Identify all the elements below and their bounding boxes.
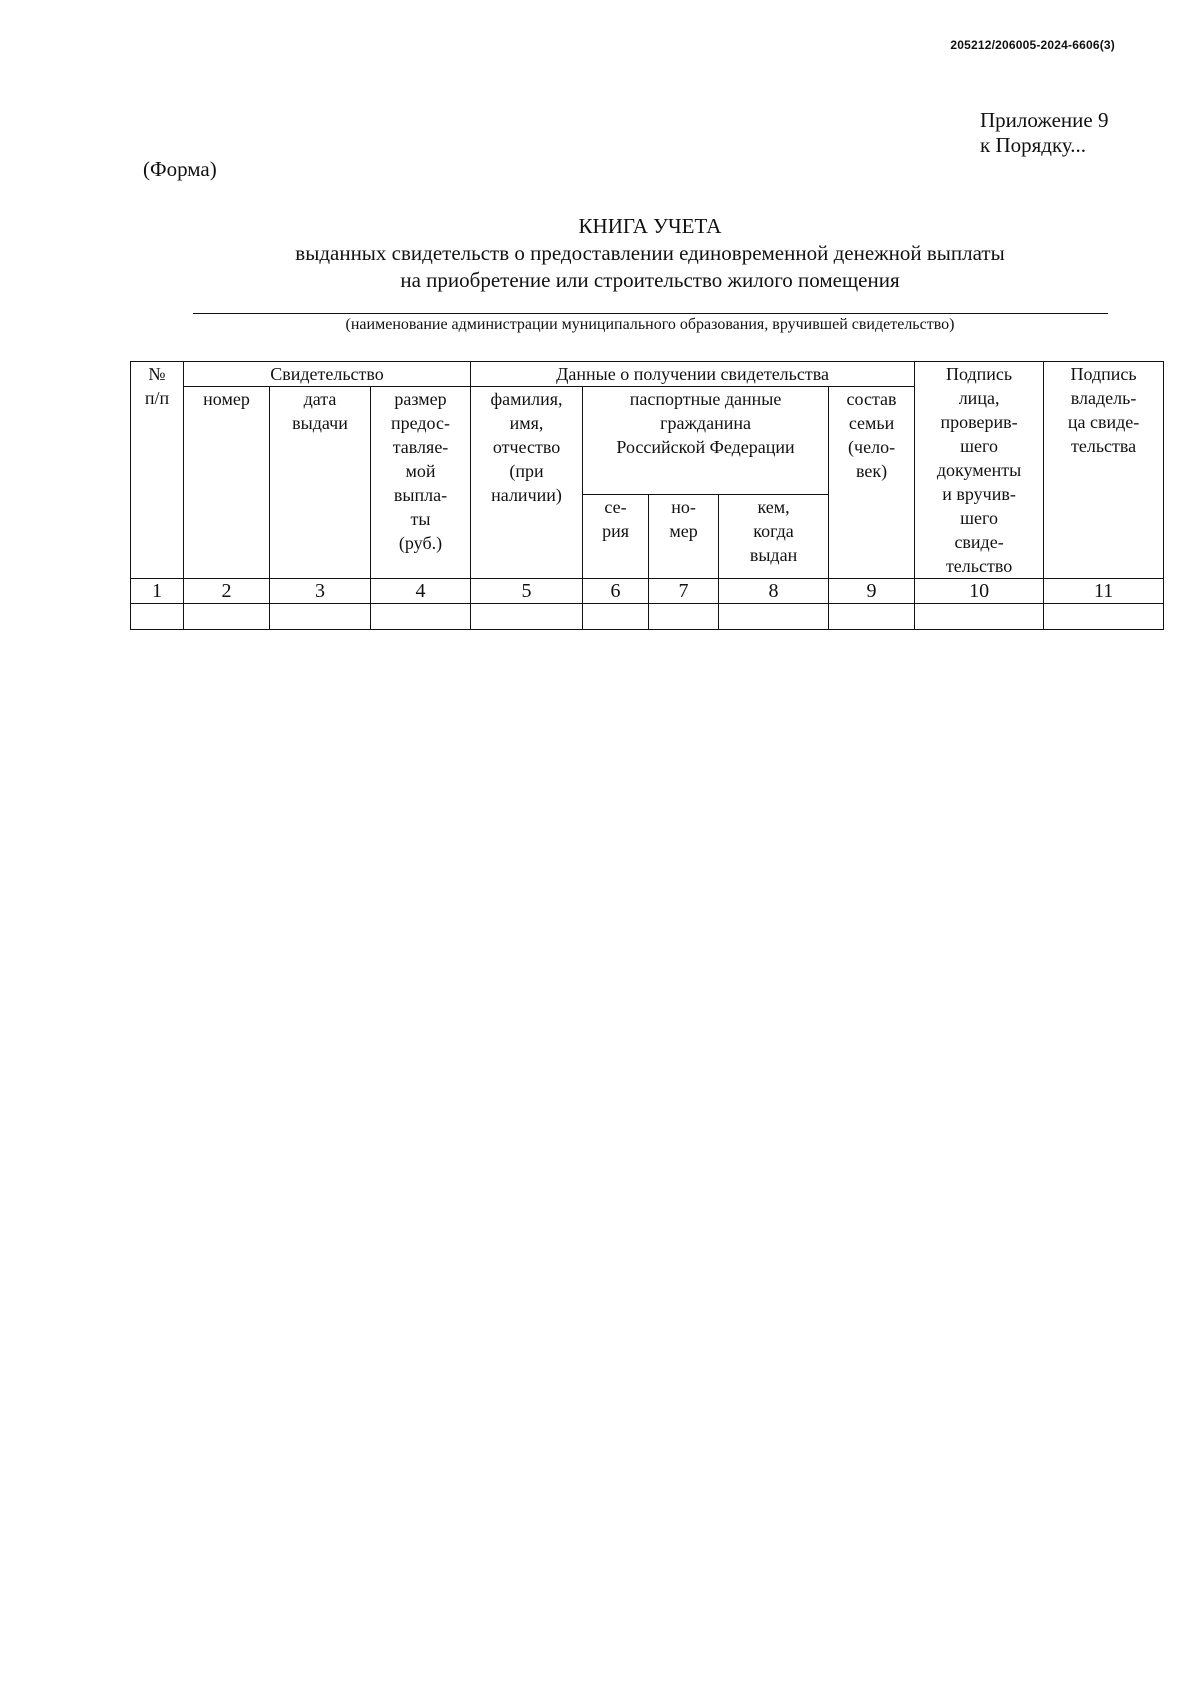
header-issue-date: дата выдачи xyxy=(270,387,371,579)
column-number-cell: 2 xyxy=(184,579,270,604)
header-passport-series: се- рия xyxy=(583,494,649,579)
empty-cell xyxy=(915,604,1044,630)
header-group-receipt: Данные о получении свидетельства xyxy=(471,362,915,387)
header-family-size: состав семьи (чело- век) xyxy=(829,387,915,579)
appendix-reference xyxy=(980,108,1108,158)
empty-cell xyxy=(471,604,583,630)
header-payment-amount: размер предос- тавляе- мой выпла- ты (руб.) xyxy=(371,387,471,579)
column-number-cell: 7 xyxy=(649,579,719,604)
header-signature-owner: Подпись владель- ца свиде- тельства xyxy=(1044,362,1164,579)
document-id: 205212/206005-2024-6606(3) xyxy=(950,38,1115,52)
header-passport-number: но- мер xyxy=(649,494,719,579)
column-number-cell: 3 xyxy=(270,579,371,604)
empty-cell xyxy=(829,604,915,630)
column-number-row xyxy=(131,579,1164,604)
appendix-line-2: к Порядку... xyxy=(980,133,1087,157)
empty-data-row xyxy=(131,604,1164,630)
column-number-cell: 11 xyxy=(1044,579,1164,604)
empty-cell xyxy=(270,604,371,630)
document-subtitle-line-1: выданных свидетельств о предоставлении единовременной денежной выплаты xyxy=(295,241,1005,265)
header-full-name: фамилия, имя, отчество (при наличии) xyxy=(471,387,583,579)
empty-cell xyxy=(583,604,649,630)
empty-cell xyxy=(719,604,829,630)
empty-cell xyxy=(371,604,471,630)
empty-cell xyxy=(131,604,184,630)
document-title: КНИГА УЧЕТА xyxy=(578,214,722,238)
table-header-row-1 xyxy=(131,362,1164,387)
column-number-cell: 10 xyxy=(915,579,1044,604)
header-group-passport: паспортные данные гражданина Российской Федерации xyxy=(583,387,829,495)
column-number-cell: 8 xyxy=(719,579,829,604)
empty-cell xyxy=(184,604,270,630)
header-passport-issued: кем, когда выдан xyxy=(719,494,829,579)
column-number-cell: 5 xyxy=(471,579,583,604)
column-number-cell: 4 xyxy=(371,579,471,604)
column-number-cell: 9 xyxy=(829,579,915,604)
appendix-line-1: Приложение 9 xyxy=(980,108,1109,132)
column-number-cell: 1 xyxy=(131,579,184,604)
column-number-cell: 6 xyxy=(583,579,649,604)
administration-name-line xyxy=(193,313,1108,314)
form-mark: (Форма) xyxy=(143,157,217,181)
registry-table xyxy=(130,361,1164,630)
administration-name-caption: (наименование администрации муниципального образования, вручившей свидетельство) xyxy=(345,316,955,333)
header-signature-checker: Подпись лица, проверив- шего документы и вручив- шего свиде- тельство xyxy=(915,362,1044,579)
header-group-certificate: Свидетельство xyxy=(184,362,471,387)
header-row-number: № п/п xyxy=(131,362,184,579)
empty-cell xyxy=(1044,604,1164,630)
document-subtitle-line-2: на приобретение или строительство жилого помещения xyxy=(400,268,900,292)
empty-cell xyxy=(649,604,719,630)
header-certificate-number: номер xyxy=(184,387,270,579)
